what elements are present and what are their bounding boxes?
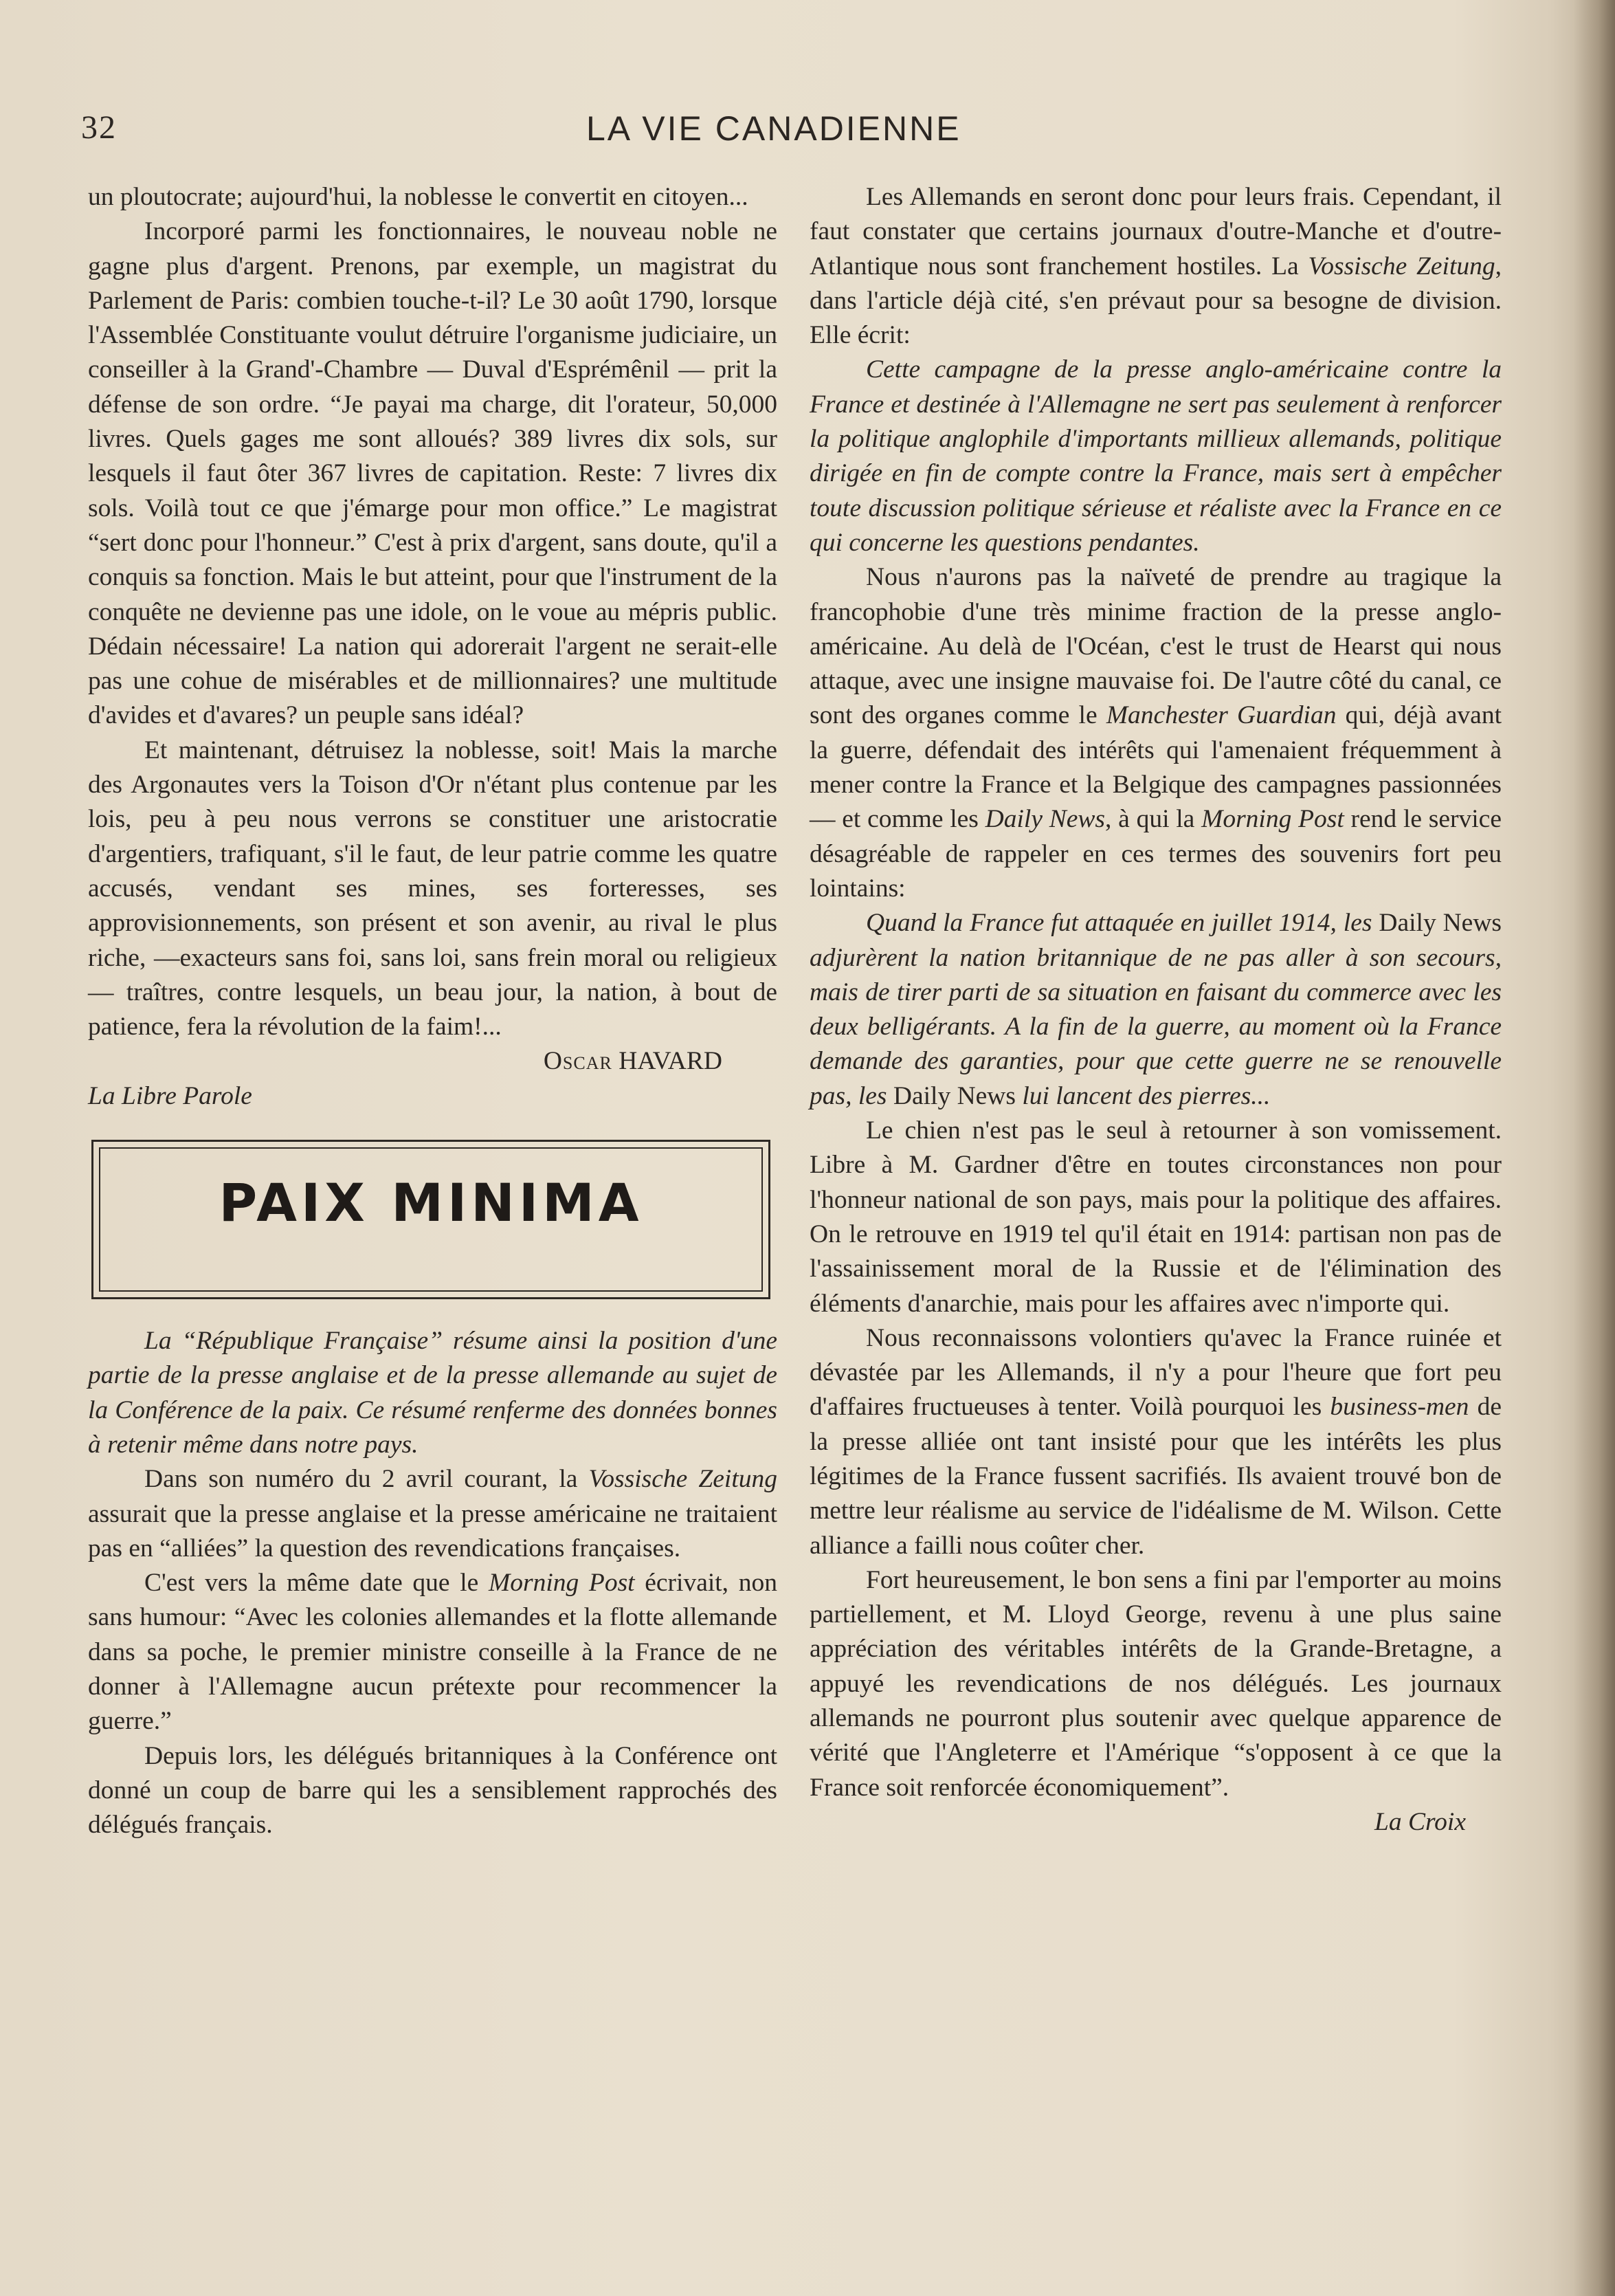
paragraph: Et maintenant, détruisez la noblesse, soit! Mais la marche des Argonautes vers la Toison d'Or n'étant plus contenue par les lois, peu à peu nous verrons se constituer une aristocratie d'argentiers, trafiquant, s'il le faut, de leur patrie comme les quatre accusés, vendant ses mines, ses forteresses, ses approvisionnements, son présent et son avenir, au rival le plus riche, —exacteurs sans foi, sans loi, sans frein moral ou religieux — traîtres, contre lesquels, un beau jour, la nation, à bout de patience, fera la révolution de la faim!... xyxy=(88,736,777,1041)
article-title-box xyxy=(91,1140,770,1299)
paragraph xyxy=(810,180,1502,353)
text: Nous reconnaissons volontiers qu'avec la France ruinée et dévastée par les Allemands, il n'y a pour l'heure que fort peu d'affaires fructueuses à tenter. Voilà pourquoi les xyxy=(810,1323,1502,1422)
page-number: 32 xyxy=(81,109,117,146)
right-column xyxy=(810,180,1502,1840)
paragraph: un ploutocrate; aujourd'hui, la noblesse le convertit en citoyen... xyxy=(88,183,748,211)
text: Dans son numéro du 2 avril courant, la xyxy=(144,1465,589,1494)
text: adjurèrent la nation britannique de ne pas aller à son secours, mais de tirer parti de sa situation en faisant du commerce avec les deux belligérants. A la fin de la guerre, au moment où la France demande des garanties, pour que cette guerre ne se renouvelle pas, les xyxy=(810,943,1502,1110)
text: , dans l'article déjà cité, s'en prévaut pour sa besogne de division. Elle écrit: xyxy=(810,252,1502,350)
left-column xyxy=(88,180,777,1842)
newspaper-name: Manchester Guardian xyxy=(1106,701,1337,730)
paragraph: Fort heureusement, le bon sens a fini par l'emporter au moins partiellement, et M. Lloyd George, revenu à une plus saine appréciation des véritables intérêts de la Grande-Bretagne, a appuyé les revendications de nos délégués. Les journaux allemands ne pourront plus soutenir avec quelque apparence de vérité que l'Angleterre et l'Amérique “s'opposent à ce que la France soit renforcée économiquement”. xyxy=(810,1565,1502,1802)
text: lui lancent des pierres... xyxy=(1015,1081,1271,1110)
newspaper-name: Daily News xyxy=(985,805,1106,834)
text: rend le service désagréable de rappeler en ces termes des souvenirs fort peu lointains: xyxy=(810,805,1502,903)
paragraph xyxy=(810,1321,1502,1563)
text: Quand la France fut attaquée en juillet 1914, les xyxy=(866,909,1379,938)
running-title: LA VIE CANADIENNE xyxy=(586,109,961,148)
text: de la presse alliée ont tant insisté pour que les intérêts les plus légitimes de la France fussent sacrifiés. Ils avaient trouvé bon de mettre leur réalisme au service de l'idéalisme de M. Wilson. Cette alliance a failli nous coûter cher. xyxy=(810,1393,1502,1560)
article-source: La Libre Parole xyxy=(88,1081,252,1110)
article-signature xyxy=(88,1044,777,1079)
newspaper-name: Morning Post xyxy=(1201,805,1344,834)
newspaper-name: Daily News xyxy=(893,1081,1016,1110)
newspaper-name: Vossische Zeitung xyxy=(1308,252,1495,280)
paragraph xyxy=(88,1462,777,1566)
signature-first-name: Oscar xyxy=(543,1047,612,1076)
text: qui, déjà avant la guerre, défendait des intérêts qui l'amenaient fréquemment à mener contre la France et la Belgique des campagnes passionnées — et comme les xyxy=(810,701,1502,834)
book-spine-shadow xyxy=(1574,0,1615,2296)
newspaper-name: Vossische Zeitung xyxy=(588,1465,777,1494)
page-header xyxy=(81,109,1407,157)
term: business-men xyxy=(1330,1393,1469,1422)
text: Les Allemands en seront donc pour leurs frais. Cependant, il faut constater que certains journaux d'outre-Manche et d'outre-Atlantique nous sont franchement hostiles. La xyxy=(810,183,1502,280)
article-source: La Croix xyxy=(1374,1807,1466,1836)
newspaper-name: Daily News xyxy=(1379,909,1502,938)
article-intro: La “République Française” résume ainsi la position d'une partie de la presse anglaise et de la presse allemande au sujet de la Conférence de la paix. Ce résumé renferme des données bonnes à retenir même dans notre pays. xyxy=(88,1327,777,1459)
quotation xyxy=(810,906,1502,1114)
newspaper-name: Morning Post xyxy=(488,1569,635,1598)
paragraph xyxy=(810,560,1502,906)
paragraph: Incorporé parmi les fonctionnaires, le nouveau noble ne gagne plus d'argent. Prenons, par exemple, un magistrat du Parlement de Paris: combien touche-t-il? Le 30 août 1790, lorsque l'Assemblée Constituante voulut détruire l'organisme judiciaire, un conseiller à la Grand'-Chambre — Duval d'Esprémênil — prit la défense de son ordre. “Je payai ma charge, dit l'orateur, 50,000 livres. Quels gages me sont alloués? 389 livres dix sols, sur lesquels il faut ôter 367 livres de capitation. Reste: 7 livres dix sols. Voilà tout ce que j'émarge pour mon office.” Le magistrat “sert donc pour l'honneur.” C'est à prix d'argent, sans doute, qu'il a conquis sa fonction. Mais le but atteint, pour que l'instrument de la conquête ne devienne pas une idole, on le voue au mépris public. Dédain nécessaire! La nation qui adorerait l'argent ne serait-elle pas une cohue de misérables et de millionnaires? une multitude d'avides et d'avares? un peuple sans idéal? xyxy=(88,217,777,730)
signature-last-name: HAVARD xyxy=(619,1047,722,1076)
paragraph: Le chien n'est pas le seul à retourner à son vomissement. Libre à M. Gardner d'être en toutes circonstances non pour l'honneur national de son pays, mais pour la politique des affaires. On le retrouve en 1919 tel qu'il était en 1914: partisan non pas de l'assainissement moral de la Russie et de l'élimination des éléments d'anarchie, mais pour les affaires avec n'importe qui. xyxy=(810,1116,1502,1318)
text: C'est vers la même date que le xyxy=(144,1569,489,1598)
text: assurait que la presse anglaise et la presse américaine ne traitaient pas en “alliées” la question des revendications françaises. xyxy=(88,1499,777,1563)
text: , à qui la xyxy=(1105,805,1202,834)
text: écrivait, non sans humour: “Avec les colonies allemandes et la flotte allemande dans sa poche, le premier ministre conseille à la France de ne donner à l'Allemagne aucun prétexte pour recommencer la guerre.” xyxy=(88,1569,777,1736)
quotation: Cette campagne de la presse anglo-américaine contre la France et destinée à l'Allemagne ne sert pas seulement à renforcer la politique anglophile d'importants millieux allemands, politique dirigée en fin de compte contre la France, mais sert à empêcher toute discussion politique sérieuse et réaliste avec la France en ce qui concerne les questions pendantes. xyxy=(810,355,1502,557)
paragraph xyxy=(88,1566,777,1738)
text: Nous n'aurons pas la naïveté de prendre au tragique la francophobie d'une très minime fraction de la presse anglo-américaine. Au delà de l'Océan, c'est le trust de Hearst qui nous attaque, avec une insigne mauvaise foi. De l'autre côté du canal, ce sont des organes comme le xyxy=(810,563,1502,730)
paragraph: Depuis lors, les délégués britanniques à la Conférence ont donné un coup de barre qui les a sensiblement rapprochés des délégués français. xyxy=(88,1741,777,1840)
article-title: PAIX MINIMA xyxy=(219,1172,643,1234)
